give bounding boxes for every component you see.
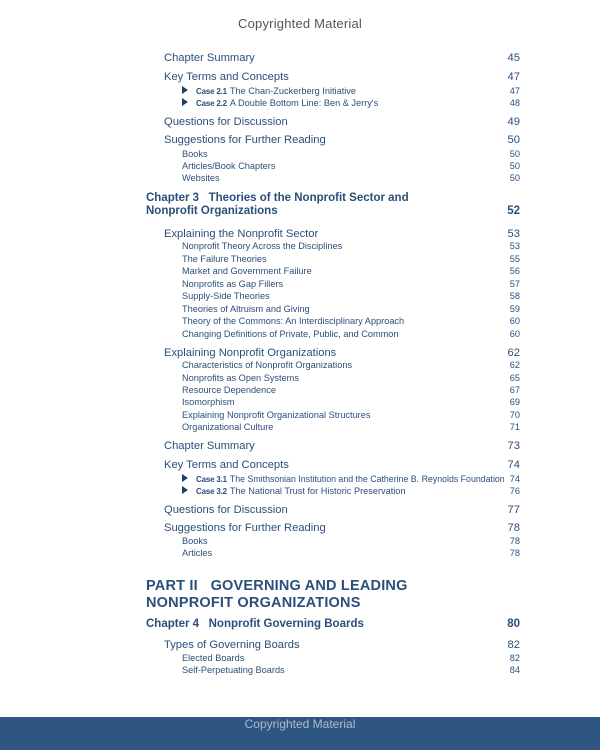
toc-page: 78 — [509, 548, 520, 558]
toc-page: 45 — [507, 52, 520, 64]
toc-sub-altruism[interactable] — [182, 304, 520, 314]
toc-label: Changing Definitions of Private, Public, and Common — [182, 329, 399, 339]
toc-sub-org-structures[interactable] — [182, 410, 520, 420]
footer-bar — [0, 717, 600, 750]
toc-page: 52 — [507, 205, 520, 217]
toc-page: 69 — [509, 397, 520, 407]
toc-page: 77 — [507, 504, 520, 516]
toc-section-chapter-summary-3[interactable] — [164, 440, 520, 452]
toc-label: Books — [182, 536, 208, 546]
toc-label: The National Trust for Historic Preservation — [229, 486, 406, 496]
toc-page: 70 — [509, 410, 520, 420]
toc-chapter-4[interactable] — [146, 618, 520, 630]
toc-sub-failure-theories[interactable] — [182, 254, 520, 264]
toc-label: Types of Governing Boards — [164, 639, 300, 651]
toc-page: 57 — [509, 279, 520, 289]
toc-section-explaining-organizations[interactable] — [164, 347, 520, 359]
toc-section-key-terms[interactable] — [164, 71, 520, 83]
toc-label: Theory of the Commons: An Interdisciplinary Approach — [182, 316, 405, 326]
toc-page: 59 — [509, 304, 520, 314]
toc-page: 56 — [509, 266, 520, 276]
toc-sub-open-systems[interactable] — [182, 373, 520, 383]
triangle-bullet-icon — [182, 474, 188, 482]
toc-page: 74 — [507, 459, 520, 471]
toc-label: Resource Dependence — [182, 385, 276, 395]
toc-label: Articles — [182, 548, 213, 558]
case-number: Case 3.1 — [196, 475, 227, 484]
toc-page: 50 — [507, 134, 520, 146]
watermark-top: Copyrighted Material — [238, 16, 362, 31]
toc-page: 74 — [509, 474, 520, 484]
toc-label: Explaining Nonprofit Organizations — [164, 347, 337, 359]
toc-page: 78 — [509, 536, 520, 546]
toc-sub-websites[interactable] — [182, 173, 520, 183]
toc-label: The Failure Theories — [182, 254, 267, 264]
toc-section-explaining-sector[interactable] — [164, 228, 520, 240]
toc-sub-books[interactable] — [182, 149, 520, 159]
toc-label: Nonprofits as Gap Fillers — [182, 279, 284, 289]
triangle-bullet-icon — [182, 98, 188, 106]
toc-label: Suggestions for Further Reading — [164, 134, 326, 146]
toc-sub-articles-3[interactable] — [182, 548, 520, 558]
toc-sub-org-culture[interactable] — [182, 422, 520, 432]
toc-case-3-1[interactable] — [182, 474, 520, 484]
toc-label: Supply-Side Theories — [182, 291, 270, 301]
toc-page: 62 — [509, 360, 520, 370]
toc-page: 73 — [507, 440, 520, 452]
toc-sub-books-3[interactable] — [182, 536, 520, 546]
toc-page: 50 — [509, 149, 520, 159]
toc-label: Books — [182, 149, 208, 159]
toc-label: Characteristics of Nonprofit Organizations — [182, 360, 353, 370]
toc-page: 47 — [507, 71, 520, 83]
toc-label: Explaining the Nonprofit Sector — [164, 228, 319, 240]
toc-page: 53 — [509, 241, 520, 251]
toc-label: Key Terms and Concepts — [164, 71, 289, 83]
toc-page: 78 — [507, 522, 520, 534]
toc-page: 80 — [507, 618, 520, 630]
toc-page: 62 — [507, 347, 520, 359]
toc-label: Theories of Altruism and Giving — [182, 304, 310, 314]
toc-sub-elected-boards[interactable] — [182, 653, 520, 663]
toc-section-chapter-summary[interactable] — [164, 52, 520, 64]
chapter-title: Chapter 4 Nonprofit Governing Boards — [146, 618, 364, 630]
toc-label: Market and Government Failure — [182, 266, 312, 276]
toc-page: 55 — [509, 254, 520, 264]
toc-label: The Smithsonian Institution and the Catherine B. Reynolds Foundation — [229, 474, 505, 484]
toc-label: Websites — [182, 173, 220, 183]
toc-label: Questions for Discussion — [164, 116, 288, 128]
toc-label: Isomorphism — [182, 397, 235, 407]
toc-label: Nonprofit Theory Across the Disciplines — [182, 241, 343, 251]
toc-section-further-reading[interactable] — [164, 134, 520, 146]
toc-page: 60 — [509, 329, 520, 339]
toc-section-further-reading-3[interactable] — [164, 522, 520, 534]
toc-page: 47 — [509, 86, 520, 96]
toc-sub-characteristics[interactable] — [182, 360, 520, 370]
toc-part-2[interactable] — [146, 578, 526, 612]
toc-section-questions-3[interactable] — [164, 504, 520, 516]
toc-case-2-1[interactable] — [182, 86, 520, 96]
toc-sub-gap-fillers[interactable] — [182, 279, 520, 289]
toc-section-key-terms-3[interactable] — [164, 459, 520, 471]
toc-sub-market-government-failure[interactable] — [182, 266, 520, 276]
toc-page: 58 — [509, 291, 520, 301]
watermark-bottom: Copyrighted Material — [244, 717, 356, 731]
toc-page: 60 — [509, 316, 520, 326]
triangle-bullet-icon — [182, 86, 188, 94]
case-number: Case 3.2 — [196, 487, 227, 496]
toc-sub-theory-disciplines[interactable] — [182, 241, 520, 251]
toc-label: Suggestions for Further Reading — [164, 522, 326, 534]
toc-page: 50 — [509, 161, 520, 171]
part-title-line1: PART II GOVERNING AND LEADING — [146, 578, 408, 594]
toc-page: 48 — [509, 98, 520, 108]
toc-sub-articles-book-chapters[interactable] — [182, 161, 520, 171]
toc-sub-commons[interactable] — [182, 316, 520, 326]
toc-case-3-2[interactable] — [182, 486, 520, 496]
toc-label: Self-Perpetuating Boards — [182, 665, 285, 675]
toc-label: Nonprofits as Open Systems — [182, 373, 299, 383]
triangle-bullet-icon — [182, 486, 188, 494]
case-number: Case 2.2 — [196, 99, 227, 108]
toc-section-types-of-boards[interactable] — [164, 639, 520, 651]
toc-label: Elected Boards — [182, 653, 245, 663]
toc-sub-isomorphism[interactable] — [182, 397, 520, 407]
toc-section-questions[interactable] — [164, 116, 520, 128]
toc-label: A Double Bottom Line: Ben & Jerry's — [229, 98, 379, 108]
toc-page: 49 — [507, 116, 520, 128]
toc-chapter-3[interactable] — [146, 192, 520, 217]
toc-label: The Chan-Zuckerberg Initiative — [229, 86, 357, 96]
chapter-title-line2: Nonprofit Organizations — [146, 205, 278, 217]
part-title-line2: NONPROFIT ORGANIZATIONS — [146, 595, 361, 611]
toc-label: Chapter Summary — [164, 52, 255, 64]
toc-page: 50 — [509, 173, 520, 183]
chapter-title-line1: Chapter 3 Theories of the Nonprofit Sector and — [146, 192, 409, 204]
toc-label: Chapter Summary — [164, 440, 255, 452]
toc-page: 71 — [509, 422, 520, 432]
toc-label: Questions for Discussion — [164, 504, 288, 516]
toc-page: 82 — [509, 653, 520, 663]
toc-page: 76 — [509, 486, 520, 496]
toc-label: Explaining Nonprofit Organizational Structures — [182, 410, 371, 420]
toc-page: 67 — [509, 385, 520, 395]
toc-page: 82 — [507, 639, 520, 651]
toc-sub-resource-dependence[interactable] — [182, 385, 520, 395]
toc-case-2-2[interactable] — [182, 98, 520, 108]
toc-sub-supply-side[interactable] — [182, 291, 520, 301]
toc-sub-self-perpetuating[interactable] — [182, 665, 520, 675]
case-number: Case 2.1 — [196, 87, 227, 96]
toc-label: Organizational Culture — [182, 422, 274, 432]
toc-label: Articles/Book Chapters — [182, 161, 276, 171]
toc-page: 53 — [507, 228, 520, 240]
toc-sub-changing-definitions[interactable] — [182, 329, 520, 339]
toc-page: 84 — [509, 665, 520, 675]
toc-page: 65 — [509, 373, 520, 383]
toc-label: Key Terms and Concepts — [164, 459, 289, 471]
